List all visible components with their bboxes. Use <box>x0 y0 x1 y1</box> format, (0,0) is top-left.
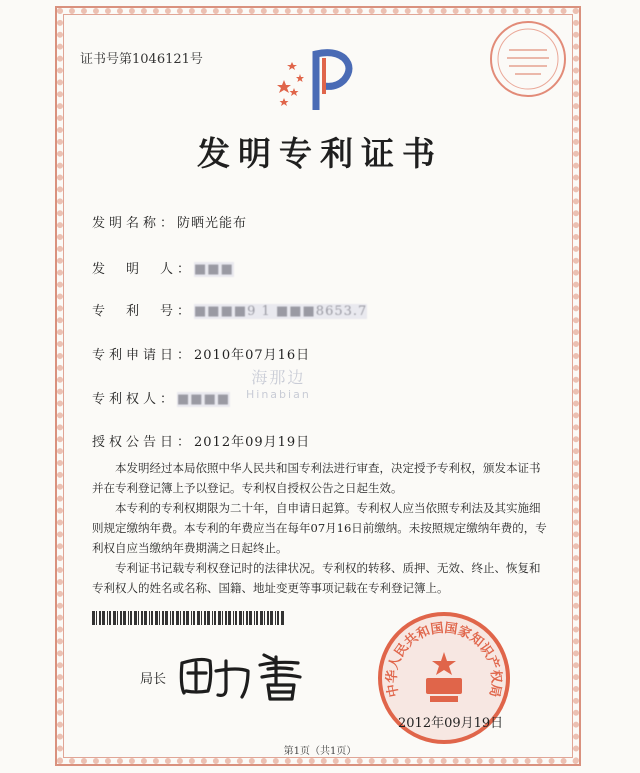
field-announce-date <box>92 431 310 450</box>
barcode-bar <box>130 611 132 625</box>
barcode-bar <box>233 611 234 625</box>
seal-date: 2012年09月19日 <box>398 716 504 731</box>
body-paragraph-1: 本发明经过本局依照中华人民共和国专利法进行审查，决定授予专利权，颁发本证书并在专利登记簿上予以登记。专利权自授权公告之日起生效。 <box>92 461 541 495</box>
barcode-bar <box>141 611 143 625</box>
barcode-bar <box>249 611 252 625</box>
barcode-bar <box>256 611 258 625</box>
barcode-bar <box>138 611 139 625</box>
barcode-bar <box>149 611 150 625</box>
patent-office-logo <box>272 44 372 114</box>
watermark-line1: 海那边 <box>251 368 306 387</box>
barcode-bar <box>281 611 284 625</box>
barcode-bar <box>109 611 111 625</box>
barcode-bar <box>222 611 223 625</box>
seal-text: 中华人民共和国国家知识产权局 <box>384 620 504 699</box>
barcode-bar <box>128 611 129 625</box>
barcode <box>92 611 284 625</box>
patent-number-label: 专 利 号： <box>92 304 195 319</box>
barcode-bar <box>144 611 147 625</box>
invention-name-value: 防晒光能布 <box>177 216 248 231</box>
barcode-bar <box>117 611 118 625</box>
barcode-bar <box>204 611 206 625</box>
barcode-bar <box>96 611 97 625</box>
patentee-value: ■■■■ <box>177 392 231 407</box>
barcode-bar <box>275 611 276 625</box>
filing-date-label: 专利申请日： <box>92 348 195 363</box>
field-filing-date <box>92 344 310 363</box>
barcode-bar <box>134 611 137 625</box>
barcode-bar <box>155 611 158 625</box>
barcode-bar <box>207 611 210 625</box>
barcode-bar <box>159 611 160 625</box>
barcode-bar <box>99 611 101 625</box>
field-patent-number <box>92 300 367 319</box>
director-label: 局长 <box>140 672 167 687</box>
inventor-value: ■■■ <box>194 262 234 277</box>
invention-name-label: 发明名称： <box>92 216 178 231</box>
barcode-bar <box>165 611 168 625</box>
barcode-bar <box>180 611 181 625</box>
barcode-bar <box>176 611 179 625</box>
body-paragraph-2: 本专利的专利权期限为二十年，自申请日起算。专利权人应当依照专利法及其实施细则规定缴纳年费。本专利的年费应当在每年07月16日前缴纳。未按照规定缴纳年费的，专利权自应当缴纳年费期满之日起终止。 <box>92 501 547 555</box>
barcode-bar <box>186 611 189 625</box>
barcode-bar <box>151 611 153 625</box>
barcode-bar <box>254 611 255 625</box>
barcode-bar <box>214 611 216 625</box>
announce-date-value: 2012年09月19日 <box>194 435 311 450</box>
body-paragraph-3: 专利证书记载专利权登记时的法律状况。专利权的转移、质押、无效、终止、恢复和专利权人的姓名或名称、国籍、地址变更等事项记载在专利登记簿上。 <box>92 561 541 595</box>
barcode-bar <box>212 611 213 625</box>
barcode-bar <box>170 611 171 625</box>
certificate-body <box>92 458 547 598</box>
barcode-bar <box>239 611 242 625</box>
barcode-bar <box>123 611 126 625</box>
page-title: 发明专利证书 <box>197 134 443 173</box>
barcode-bar <box>218 611 221 625</box>
field-invention-name <box>92 212 247 231</box>
inventor-label: 发 明 人： <box>92 262 195 277</box>
barcode-bar <box>113 611 116 625</box>
barcode-bar <box>162 611 164 625</box>
barcode-bar <box>267 611 269 625</box>
barcode-bar <box>191 611 192 625</box>
barcode-bar <box>243 611 244 625</box>
barcode-bar <box>246 611 248 625</box>
barcode-bar <box>270 611 273 625</box>
barcode-bar <box>107 611 108 625</box>
barcode-bar <box>277 611 279 625</box>
filing-date-value: 2010年07月16日 <box>194 348 311 363</box>
watermark <box>246 365 311 401</box>
barcode-bar <box>260 611 263 625</box>
director-signature <box>172 645 312 705</box>
watermark-line2: Hinabian <box>246 388 311 401</box>
certificate-number: 证书号第1046121号 <box>80 52 203 67</box>
barcode-bar <box>228 611 231 625</box>
barcode-bar <box>201 611 202 625</box>
barcode-bar <box>172 611 174 625</box>
patentee-label: 专利权人： <box>92 392 178 407</box>
barcode-bar <box>120 611 122 625</box>
barcode-bar <box>102 611 105 625</box>
barcode-bar <box>92 611 95 625</box>
barcode-bar <box>193 611 195 625</box>
field-inventor <box>92 258 234 277</box>
barcode-bar <box>197 611 200 625</box>
patent-number-value: ■■■■9 1 ■■■8653.7 <box>194 304 368 319</box>
barcode-bar <box>264 611 265 625</box>
barcode-bar <box>183 611 185 625</box>
barcode-bar <box>235 611 237 625</box>
small-stamp <box>487 18 569 100</box>
field-patentee <box>92 388 230 407</box>
page-number: 第1页（共1页） <box>283 746 357 757</box>
announce-date-label: 授权公告日： <box>92 435 195 450</box>
barcode-bar <box>225 611 227 625</box>
